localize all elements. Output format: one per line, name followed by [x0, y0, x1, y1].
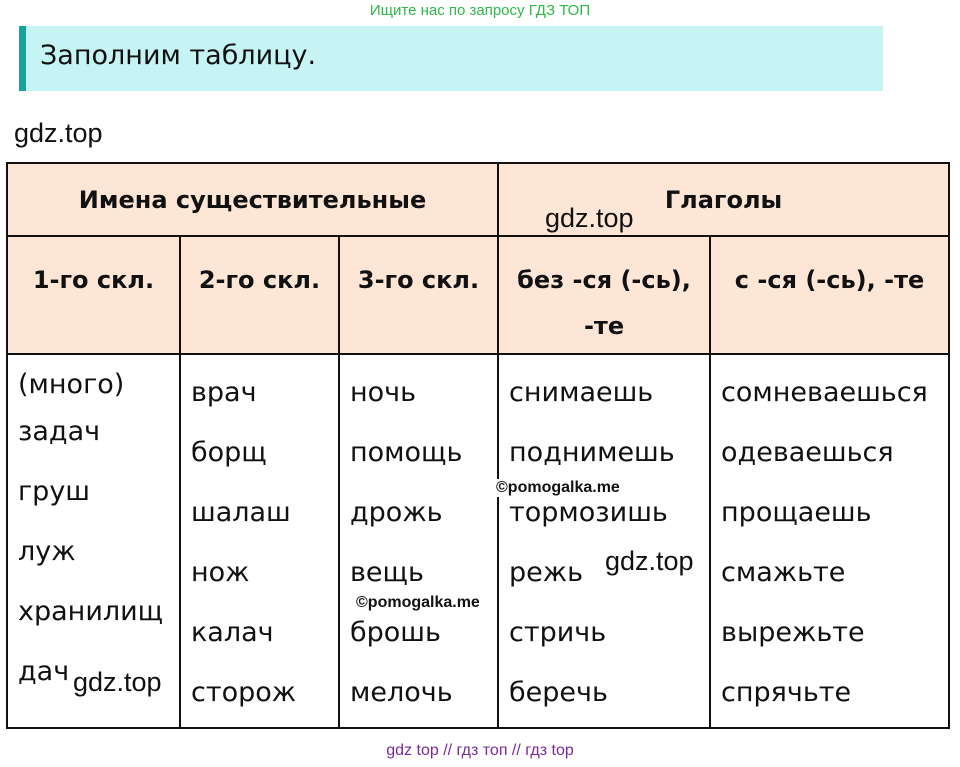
col-verbs-sya — [710, 354, 949, 728]
watermark-gdz: gdz.top — [73, 667, 162, 697]
header-decl-1 — [7, 236, 180, 354]
list-item: врач — [191, 377, 257, 408]
list-item: вещь — [350, 557, 424, 588]
list-item: сомневаешься — [721, 377, 928, 408]
footer-note: gdz top // гдз топ // гдз top — [386, 742, 574, 759]
header-decl-3 — [339, 236, 498, 354]
header-verbs-sya-label: с -ся (-сь), -те — [734, 266, 925, 294]
list-item: груш — [18, 476, 91, 507]
watermark-gdz: gdz.top — [605, 546, 694, 576]
list-item: спрячьте — [721, 677, 852, 708]
list-item: вырежьте — [721, 617, 865, 648]
list-item: смажьте — [721, 557, 846, 588]
list-item: сторож — [191, 677, 297, 708]
list-item: задач — [18, 416, 101, 447]
list-item: беречь — [509, 677, 608, 708]
list-item: поднимешь — [509, 437, 675, 468]
header-decl-3-label: 3-го скл. — [357, 266, 480, 294]
col-decl-2 — [180, 354, 339, 728]
list-item: прощаешь — [721, 497, 872, 528]
header-decl-1-label: 1-го скл. — [32, 266, 155, 294]
list-item: стричь — [509, 617, 607, 648]
list-item: брошь — [350, 617, 441, 648]
list-item: одеваешься — [721, 437, 894, 468]
callout-text: Заполним таблицу. — [40, 40, 317, 71]
header-verbs: Глаголы — [498, 163, 949, 236]
list-item: нож — [191, 557, 250, 588]
list-item: борщ — [191, 437, 267, 468]
header-verbs-no-sya-line1: без -ся (-сь), — [517, 266, 691, 294]
watermark-pomogalka: ©pomogalka.me — [496, 479, 620, 496]
col-verbs-no-sya — [498, 354, 710, 728]
list-item: снимаешь — [509, 377, 654, 408]
header-decl-2-label: 2-го скл. — [198, 266, 321, 294]
header-decl-2 — [180, 236, 339, 354]
watermark-gdz: gdz.top — [14, 118, 103, 148]
list-item: дач — [18, 656, 70, 687]
list-item: тормозишь — [509, 497, 668, 528]
grammar-table — [6, 162, 950, 729]
header-verbs-no-sya — [498, 236, 710, 354]
list-item: мелочь — [350, 677, 453, 708]
watermark-gdz: gdz.top — [545, 203, 634, 233]
header-verbs-sya — [710, 236, 949, 354]
task-callout — [19, 26, 883, 91]
list-item: хранилищ — [18, 596, 164, 627]
header-verbs-no-sya-line2: -те — [583, 312, 625, 340]
list-item: шалаш — [191, 497, 291, 528]
list-item: дрожь — [350, 497, 443, 528]
search-hint: Ищите нас по запросу ГДЗ ТОП — [369, 2, 591, 19]
watermark-pomogalka: ©pomogalka.me — [356, 594, 480, 611]
col-decl-3 — [339, 354, 498, 728]
list-item: помощь — [350, 437, 463, 468]
list-item: калач — [191, 617, 274, 648]
header-nouns: Имена существительные — [7, 163, 498, 236]
list-item: луж — [18, 536, 76, 567]
list-item: ночь — [350, 377, 417, 408]
list-item: режь — [509, 557, 584, 588]
list-item: (много) — [18, 369, 125, 400]
